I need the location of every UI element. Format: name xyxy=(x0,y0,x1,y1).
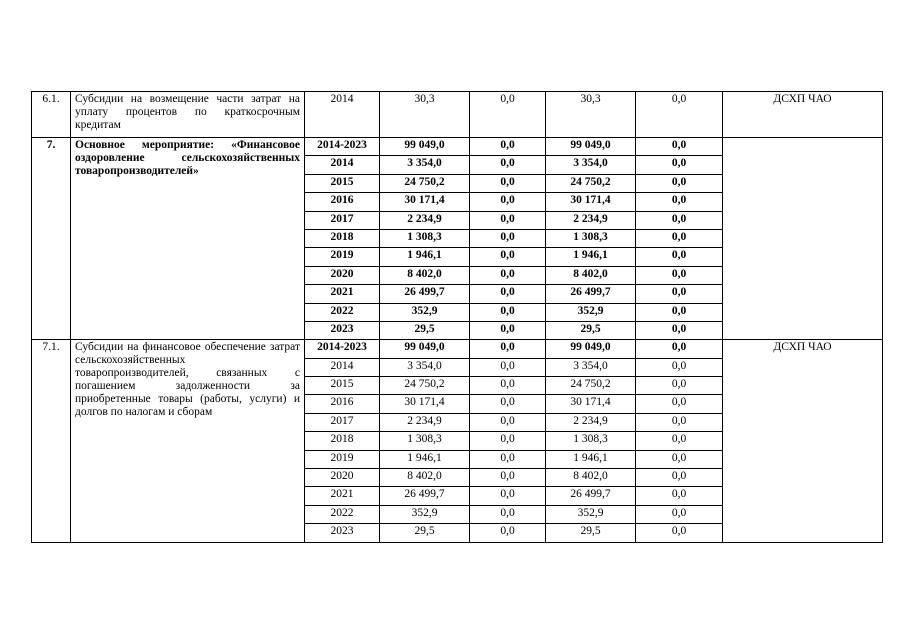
funding-source-cell: 0,0 xyxy=(470,358,546,376)
funding-source-cell: 0,0 xyxy=(470,450,546,468)
total-amount-cell: 3 354,0 xyxy=(380,358,470,376)
total-amount-cell: 2 234,9 xyxy=(380,211,470,229)
total-amount-cell: 30 171,4 xyxy=(380,193,470,211)
funding-source-cell: 0,0 xyxy=(636,321,723,339)
year-cell: 2022 xyxy=(305,505,380,523)
funding-source-cell: 30,3 xyxy=(546,92,636,138)
funding-source-cell: 0,0 xyxy=(636,156,723,174)
program-funding-table xyxy=(31,91,883,543)
year-cell: 2016 xyxy=(305,395,380,413)
total-amount-cell: 1 308,3 xyxy=(380,432,470,450)
year-cell: 2014-2023 xyxy=(305,138,380,156)
year-cell: 2016 xyxy=(305,193,380,211)
executor-cell xyxy=(723,138,883,340)
year-cell: 2014 xyxy=(305,156,380,174)
funding-source-cell: 24 750,2 xyxy=(546,174,636,192)
year-cell: 2014 xyxy=(305,358,380,376)
executor-cell: ДСХП ЧАО xyxy=(723,340,883,542)
funding-source-cell: 8 402,0 xyxy=(546,266,636,284)
total-amount-cell: 3 354,0 xyxy=(380,156,470,174)
funding-source-cell: 0,0 xyxy=(636,450,723,468)
total-amount-cell: 1 946,1 xyxy=(380,248,470,266)
funding-source-cell: 0,0 xyxy=(636,266,723,284)
total-amount-cell: 29,5 xyxy=(380,321,470,339)
funding-source-cell: 99 049,0 xyxy=(546,340,636,358)
funding-source-cell: 0,0 xyxy=(636,229,723,247)
funding-source-cell: 0,0 xyxy=(636,211,723,229)
funding-source-cell: 1 308,3 xyxy=(546,432,636,450)
item-description: Субсидии на финансовое обеспечение затрат сельскохозяйственных товаропроизводителей, связанных с погашением задолженности за приобретенные товары (работы, услуги) и долгов по налогам и сборам xyxy=(71,340,305,542)
total-amount-cell: 8 402,0 xyxy=(380,469,470,487)
funding-source-cell: 0,0 xyxy=(470,303,546,321)
year-cell: 2019 xyxy=(305,450,380,468)
year-cell: 2020 xyxy=(305,469,380,487)
funding-source-cell: 0,0 xyxy=(470,432,546,450)
funding-source-cell: 0,0 xyxy=(636,432,723,450)
item-number: 6.1. xyxy=(32,92,71,138)
year-cell: 2023 xyxy=(305,321,380,339)
total-amount-cell: 24 750,2 xyxy=(380,377,470,395)
year-cell: 2017 xyxy=(305,413,380,431)
total-amount-cell: 2 234,9 xyxy=(380,413,470,431)
total-amount-cell: 352,9 xyxy=(380,505,470,523)
funding-source-cell: 0,0 xyxy=(636,303,723,321)
total-amount-cell: 8 402,0 xyxy=(380,266,470,284)
funding-source-cell: 29,5 xyxy=(546,321,636,339)
item-description: Основное мероприятие: «Финансовое оздоровление сельскохозяйственных товаропроизводителей» xyxy=(71,138,305,340)
total-amount-cell: 1 946,1 xyxy=(380,450,470,468)
total-amount-cell: 352,9 xyxy=(380,303,470,321)
funding-source-cell: 0,0 xyxy=(470,377,546,395)
funding-source-cell: 26 499,7 xyxy=(546,487,636,505)
funding-source-cell: 0,0 xyxy=(636,524,723,542)
funding-source-cell: 0,0 xyxy=(470,156,546,174)
table-row xyxy=(32,340,883,358)
year-cell: 2019 xyxy=(305,248,380,266)
funding-source-cell: 0,0 xyxy=(636,92,723,138)
item-description: Субсидии на возмещение части затрат на уплату процентов по краткосрочным кредитам xyxy=(71,92,305,138)
item-number: 7. xyxy=(32,138,71,340)
funding-source-cell: 30 171,4 xyxy=(546,193,636,211)
total-amount-cell: 30 171,4 xyxy=(380,395,470,413)
funding-source-cell: 30 171,4 xyxy=(546,395,636,413)
funding-source-cell: 0,0 xyxy=(470,524,546,542)
executor-cell: ДСХП ЧАО xyxy=(723,92,883,138)
year-cell: 2021 xyxy=(305,487,380,505)
total-amount-cell: 29,5 xyxy=(380,524,470,542)
funding-source-cell: 0,0 xyxy=(636,395,723,413)
item-number: 7.1. xyxy=(32,340,71,542)
funding-source-cell: 0,0 xyxy=(636,505,723,523)
table-row xyxy=(32,92,883,138)
funding-source-cell: 0,0 xyxy=(470,469,546,487)
funding-source-cell: 0,0 xyxy=(470,413,546,431)
funding-source-cell: 0,0 xyxy=(470,321,546,339)
funding-source-cell: 1 308,3 xyxy=(546,229,636,247)
funding-source-cell: 1 946,1 xyxy=(546,248,636,266)
funding-source-cell: 0,0 xyxy=(636,193,723,211)
funding-source-cell: 0,0 xyxy=(470,193,546,211)
total-amount-cell: 24 750,2 xyxy=(380,174,470,192)
year-cell: 2021 xyxy=(305,285,380,303)
funding-source-cell: 0,0 xyxy=(636,248,723,266)
funding-source-cell: 24 750,2 xyxy=(546,377,636,395)
funding-source-cell: 0,0 xyxy=(470,505,546,523)
total-amount-cell: 99 049,0 xyxy=(380,340,470,358)
funding-source-cell: 0,0 xyxy=(636,358,723,376)
funding-source-cell: 0,0 xyxy=(636,340,723,358)
funding-source-cell: 0,0 xyxy=(470,266,546,284)
funding-source-cell: 3 354,0 xyxy=(546,358,636,376)
funding-source-cell: 0,0 xyxy=(636,413,723,431)
funding-source-cell: 0,0 xyxy=(470,92,546,138)
year-cell: 2017 xyxy=(305,211,380,229)
total-amount-cell: 26 499,7 xyxy=(380,285,470,303)
funding-source-cell: 99 049,0 xyxy=(546,138,636,156)
funding-source-cell: 8 402,0 xyxy=(546,469,636,487)
year-cell: 2018 xyxy=(305,229,380,247)
funding-source-cell: 0,0 xyxy=(636,174,723,192)
funding-source-cell: 0,0 xyxy=(470,395,546,413)
year-cell: 2015 xyxy=(305,377,380,395)
funding-source-cell: 0,0 xyxy=(636,285,723,303)
funding-source-cell: 29,5 xyxy=(546,524,636,542)
funding-source-cell: 0,0 xyxy=(470,174,546,192)
funding-source-cell: 0,0 xyxy=(470,229,546,247)
year-cell: 2014-2023 xyxy=(305,340,380,358)
funding-source-cell: 2 234,9 xyxy=(546,211,636,229)
funding-source-cell: 3 354,0 xyxy=(546,156,636,174)
funding-source-cell: 0,0 xyxy=(470,487,546,505)
funding-source-cell: 352,9 xyxy=(546,505,636,523)
funding-source-cell: 2 234,9 xyxy=(546,413,636,431)
funding-source-cell: 26 499,7 xyxy=(546,285,636,303)
funding-source-cell: 0,0 xyxy=(636,487,723,505)
total-amount-cell: 1 308,3 xyxy=(380,229,470,247)
funding-source-cell: 0,0 xyxy=(470,211,546,229)
total-amount-cell: 99 049,0 xyxy=(380,138,470,156)
funding-source-cell: 0,0 xyxy=(470,285,546,303)
funding-source-cell: 1 946,1 xyxy=(546,450,636,468)
funding-source-cell: 0,0 xyxy=(470,340,546,358)
funding-source-cell: 0,0 xyxy=(470,138,546,156)
table-body xyxy=(32,92,883,543)
year-cell: 2014 xyxy=(305,92,380,138)
total-amount-cell: 26 499,7 xyxy=(380,487,470,505)
year-cell: 2018 xyxy=(305,432,380,450)
table-row xyxy=(32,138,883,156)
year-cell: 2015 xyxy=(305,174,380,192)
year-cell: 2022 xyxy=(305,303,380,321)
year-cell: 2020 xyxy=(305,266,380,284)
total-amount-cell: 30,3 xyxy=(380,92,470,138)
funding-source-cell: 352,9 xyxy=(546,303,636,321)
funding-source-cell: 0,0 xyxy=(636,377,723,395)
year-cell: 2023 xyxy=(305,524,380,542)
funding-source-cell: 0,0 xyxy=(470,248,546,266)
funding-source-cell: 0,0 xyxy=(636,469,723,487)
funding-source-cell: 0,0 xyxy=(636,138,723,156)
